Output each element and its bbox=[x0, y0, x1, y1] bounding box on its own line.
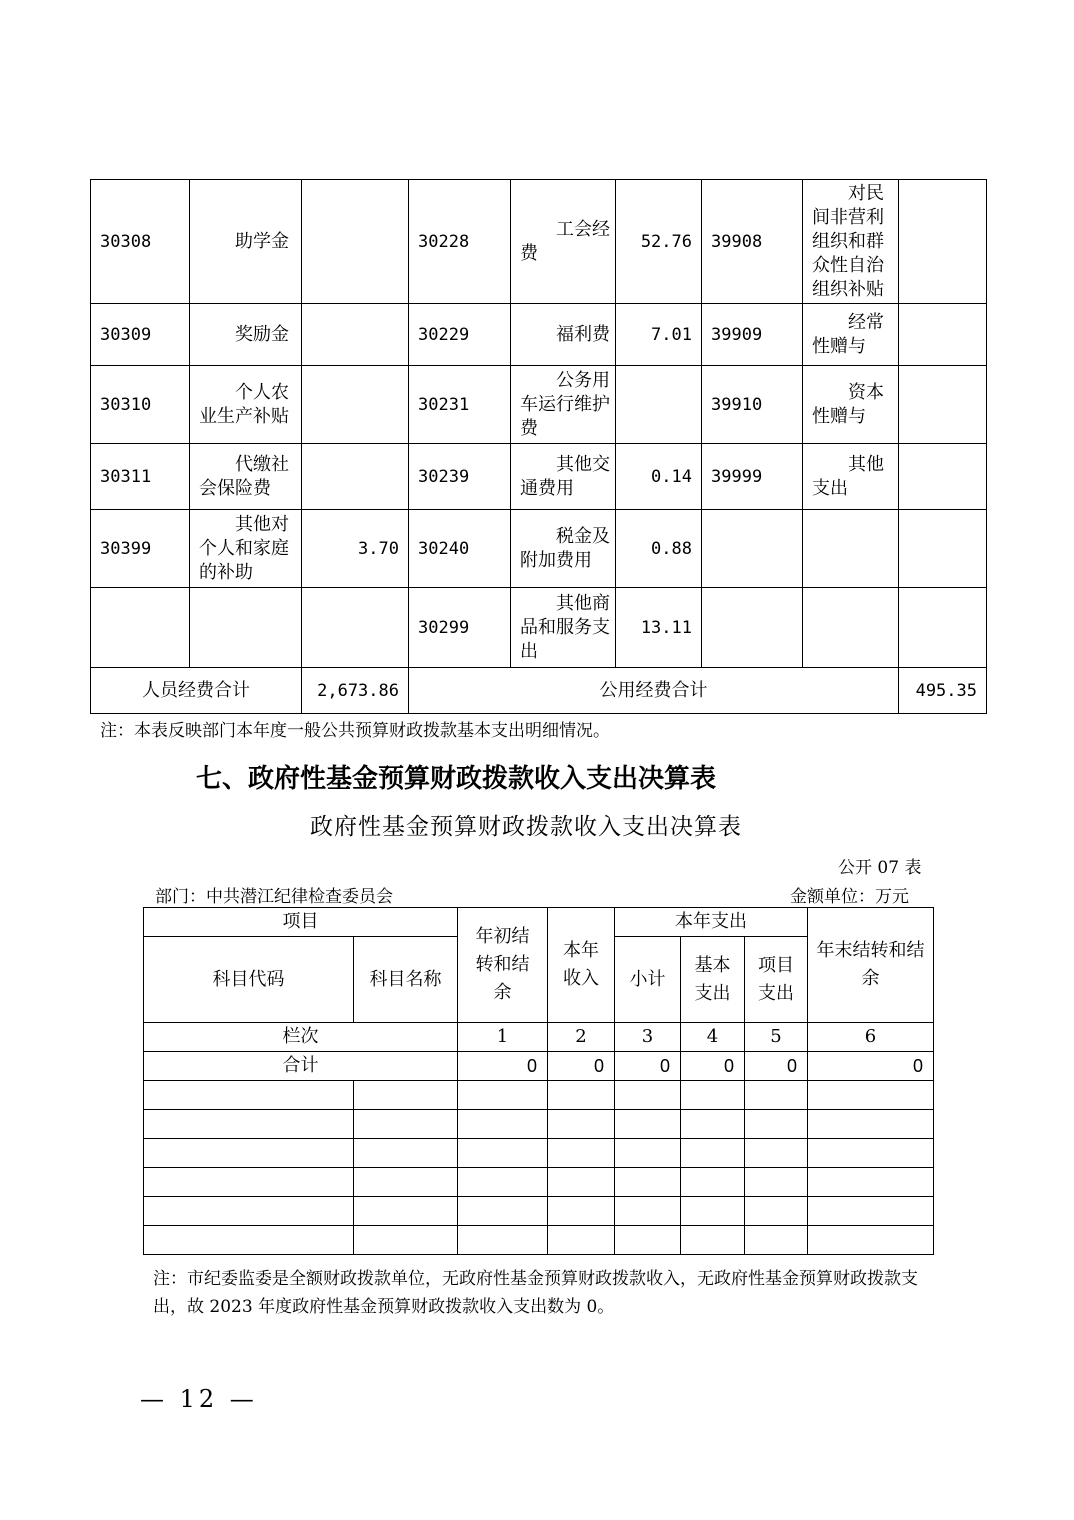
table-row bbox=[91, 510, 987, 588]
subject-name-public: 公务用车运行维护费 bbox=[511, 366, 616, 444]
subject-code-public: 30228 bbox=[409, 180, 511, 304]
subject-code-other: 39908 bbox=[702, 180, 803, 304]
amount-personnel bbox=[302, 180, 409, 304]
subject-code-public: 30231 bbox=[409, 366, 511, 444]
column-index: 3 bbox=[615, 1023, 681, 1052]
subject-name-other: 其他支出 bbox=[803, 444, 899, 510]
subject-name-other: 经常性赠与 bbox=[803, 304, 899, 366]
total-value: 0 bbox=[458, 1052, 548, 1081]
table-row bbox=[91, 444, 987, 510]
column-index: 2 bbox=[548, 1023, 615, 1052]
gov-fund-budget-table bbox=[143, 907, 934, 1255]
table-row bbox=[91, 588, 987, 668]
amount-other bbox=[899, 180, 987, 304]
amount-other bbox=[899, 304, 987, 366]
subject-code-public: 30299 bbox=[409, 588, 511, 668]
table-row bbox=[91, 180, 987, 304]
amount-personnel: 3.70 bbox=[302, 510, 409, 588]
total-row bbox=[144, 1052, 934, 1081]
header-expense: 本年支出 bbox=[615, 908, 808, 937]
subject-name-public: 其他交通费用 bbox=[511, 444, 616, 510]
column-index-label: 栏次 bbox=[144, 1023, 458, 1052]
subject-code-other: 39999 bbox=[702, 444, 803, 510]
personnel-total-value: 2,673.86 bbox=[302, 668, 409, 714]
amount-personnel bbox=[302, 588, 409, 668]
table-row bbox=[91, 304, 987, 366]
subject-name-personnel: 个人农业生产补贴 bbox=[190, 366, 302, 444]
subject-code-personnel bbox=[91, 588, 190, 668]
totals-row bbox=[91, 668, 987, 714]
total-value: 0 bbox=[681, 1052, 745, 1081]
empty-row bbox=[144, 1139, 934, 1168]
table-row bbox=[91, 366, 987, 444]
header-project: 项目支出 bbox=[745, 937, 808, 1023]
personnel-total-label: 人员经费合计 bbox=[91, 668, 302, 714]
total-label: 合计 bbox=[144, 1052, 458, 1081]
amount-public: 52.76 bbox=[616, 180, 702, 304]
empty-row bbox=[144, 1110, 934, 1139]
subject-code-other: 39909 bbox=[702, 304, 803, 366]
subject-code-public: 30239 bbox=[409, 444, 511, 510]
subject-name-public: 其他商品和服务支出 bbox=[511, 588, 616, 668]
header-carry-begin: 年初结转和结余 bbox=[458, 908, 548, 1023]
amount-other bbox=[899, 588, 987, 668]
amount-personnel bbox=[302, 444, 409, 510]
column-index: 5 bbox=[745, 1023, 808, 1052]
header-carry-end: 年末结转和结余 bbox=[808, 908, 934, 1023]
subject-name-public: 工会经费 bbox=[511, 180, 616, 304]
header-basic: 基本支出 bbox=[681, 937, 745, 1023]
subject-code-personnel: 30309 bbox=[91, 304, 190, 366]
table7-title: 政府性基金预算财政拨款收入支出决算表 bbox=[310, 814, 742, 840]
total-value: 0 bbox=[615, 1052, 681, 1081]
empty-row bbox=[144, 1081, 934, 1110]
header-item: 项目 bbox=[144, 908, 458, 937]
basic-expenditure-detail-table bbox=[90, 179, 987, 714]
amount-public: 0.14 bbox=[616, 444, 702, 510]
column-index: 1 bbox=[458, 1023, 548, 1052]
subject-code-public: 30240 bbox=[409, 510, 511, 588]
header-subject-name: 科目名称 bbox=[354, 937, 458, 1023]
empty-row bbox=[144, 1168, 934, 1197]
subject-name-public: 税金及附加费用 bbox=[511, 510, 616, 588]
subject-code-public: 30229 bbox=[409, 304, 511, 366]
subject-code-other: 39910 bbox=[702, 366, 803, 444]
amount-public bbox=[616, 366, 702, 444]
amount-personnel bbox=[302, 366, 409, 444]
subject-code-personnel: 30399 bbox=[91, 510, 190, 588]
total-value: 0 bbox=[808, 1052, 934, 1081]
subject-name-other: 对民间非营利组织和群众性自治组织补贴 bbox=[803, 180, 899, 304]
page-number: — 12 — bbox=[140, 1385, 258, 1413]
subject-name-other bbox=[803, 510, 899, 588]
amount-other bbox=[899, 510, 987, 588]
table-code: 公开 07 表 bbox=[838, 858, 922, 878]
empty-row bbox=[144, 1226, 934, 1255]
table6-note: 注：本表反映部门本年度一般公共预算财政拨款基本支出明细情况。 bbox=[100, 721, 610, 741]
subject-name-other: 资本性赠与 bbox=[803, 366, 899, 444]
column-index: 6 bbox=[808, 1023, 934, 1052]
amount-public: 0.88 bbox=[616, 510, 702, 588]
subject-name-personnel: 其他对个人和家庭的补助 bbox=[190, 510, 302, 588]
subject-name-public: 福利费 bbox=[511, 304, 616, 366]
column-index-row bbox=[144, 1023, 934, 1052]
column-index: 4 bbox=[681, 1023, 745, 1052]
table7-note: 注：市纪委监委是全额财政拨款单位，无政府性基金预算财政拨款收入，无政府性基金预算财政拨款支出，故 2023 年度政府性基金预算财政拨款收入支出数为 0。 bbox=[153, 1269, 918, 1317]
amount-personnel bbox=[302, 304, 409, 366]
subject-name-other bbox=[803, 588, 899, 668]
amount-public: 7.01 bbox=[616, 304, 702, 366]
header-income: 本年收入 bbox=[548, 908, 615, 1023]
subject-name-personnel: 代缴社会保险费 bbox=[190, 444, 302, 510]
subject-code-other bbox=[702, 588, 803, 668]
department-label: 部门：中共潜江纪律检查委员会 bbox=[155, 887, 393, 907]
subject-code-personnel: 30308 bbox=[91, 180, 190, 304]
subject-name-personnel: 奖励金 bbox=[190, 304, 302, 366]
header-subject-code: 科目代码 bbox=[144, 937, 354, 1023]
subject-code-personnel: 30311 bbox=[91, 444, 190, 510]
empty-row bbox=[144, 1197, 934, 1226]
subject-name-personnel bbox=[190, 588, 302, 668]
unit-label: 金额单位：万元 bbox=[790, 887, 909, 907]
total-value: 0 bbox=[548, 1052, 615, 1081]
public-total-label: 公用经费合计 bbox=[409, 668, 899, 714]
subject-code-personnel: 30310 bbox=[91, 366, 190, 444]
amount-public: 13.11 bbox=[616, 588, 702, 668]
public-total-value: 495.35 bbox=[899, 668, 987, 714]
amount-other bbox=[899, 444, 987, 510]
total-value: 0 bbox=[745, 1052, 808, 1081]
subject-code-other bbox=[702, 510, 803, 588]
section-title: 七、政府性基金预算财政拨款收入支出决算表 bbox=[196, 764, 717, 794]
subject-name-personnel: 助学金 bbox=[190, 180, 302, 304]
amount-other bbox=[899, 366, 987, 444]
header-subtotal: 小计 bbox=[615, 937, 681, 1023]
